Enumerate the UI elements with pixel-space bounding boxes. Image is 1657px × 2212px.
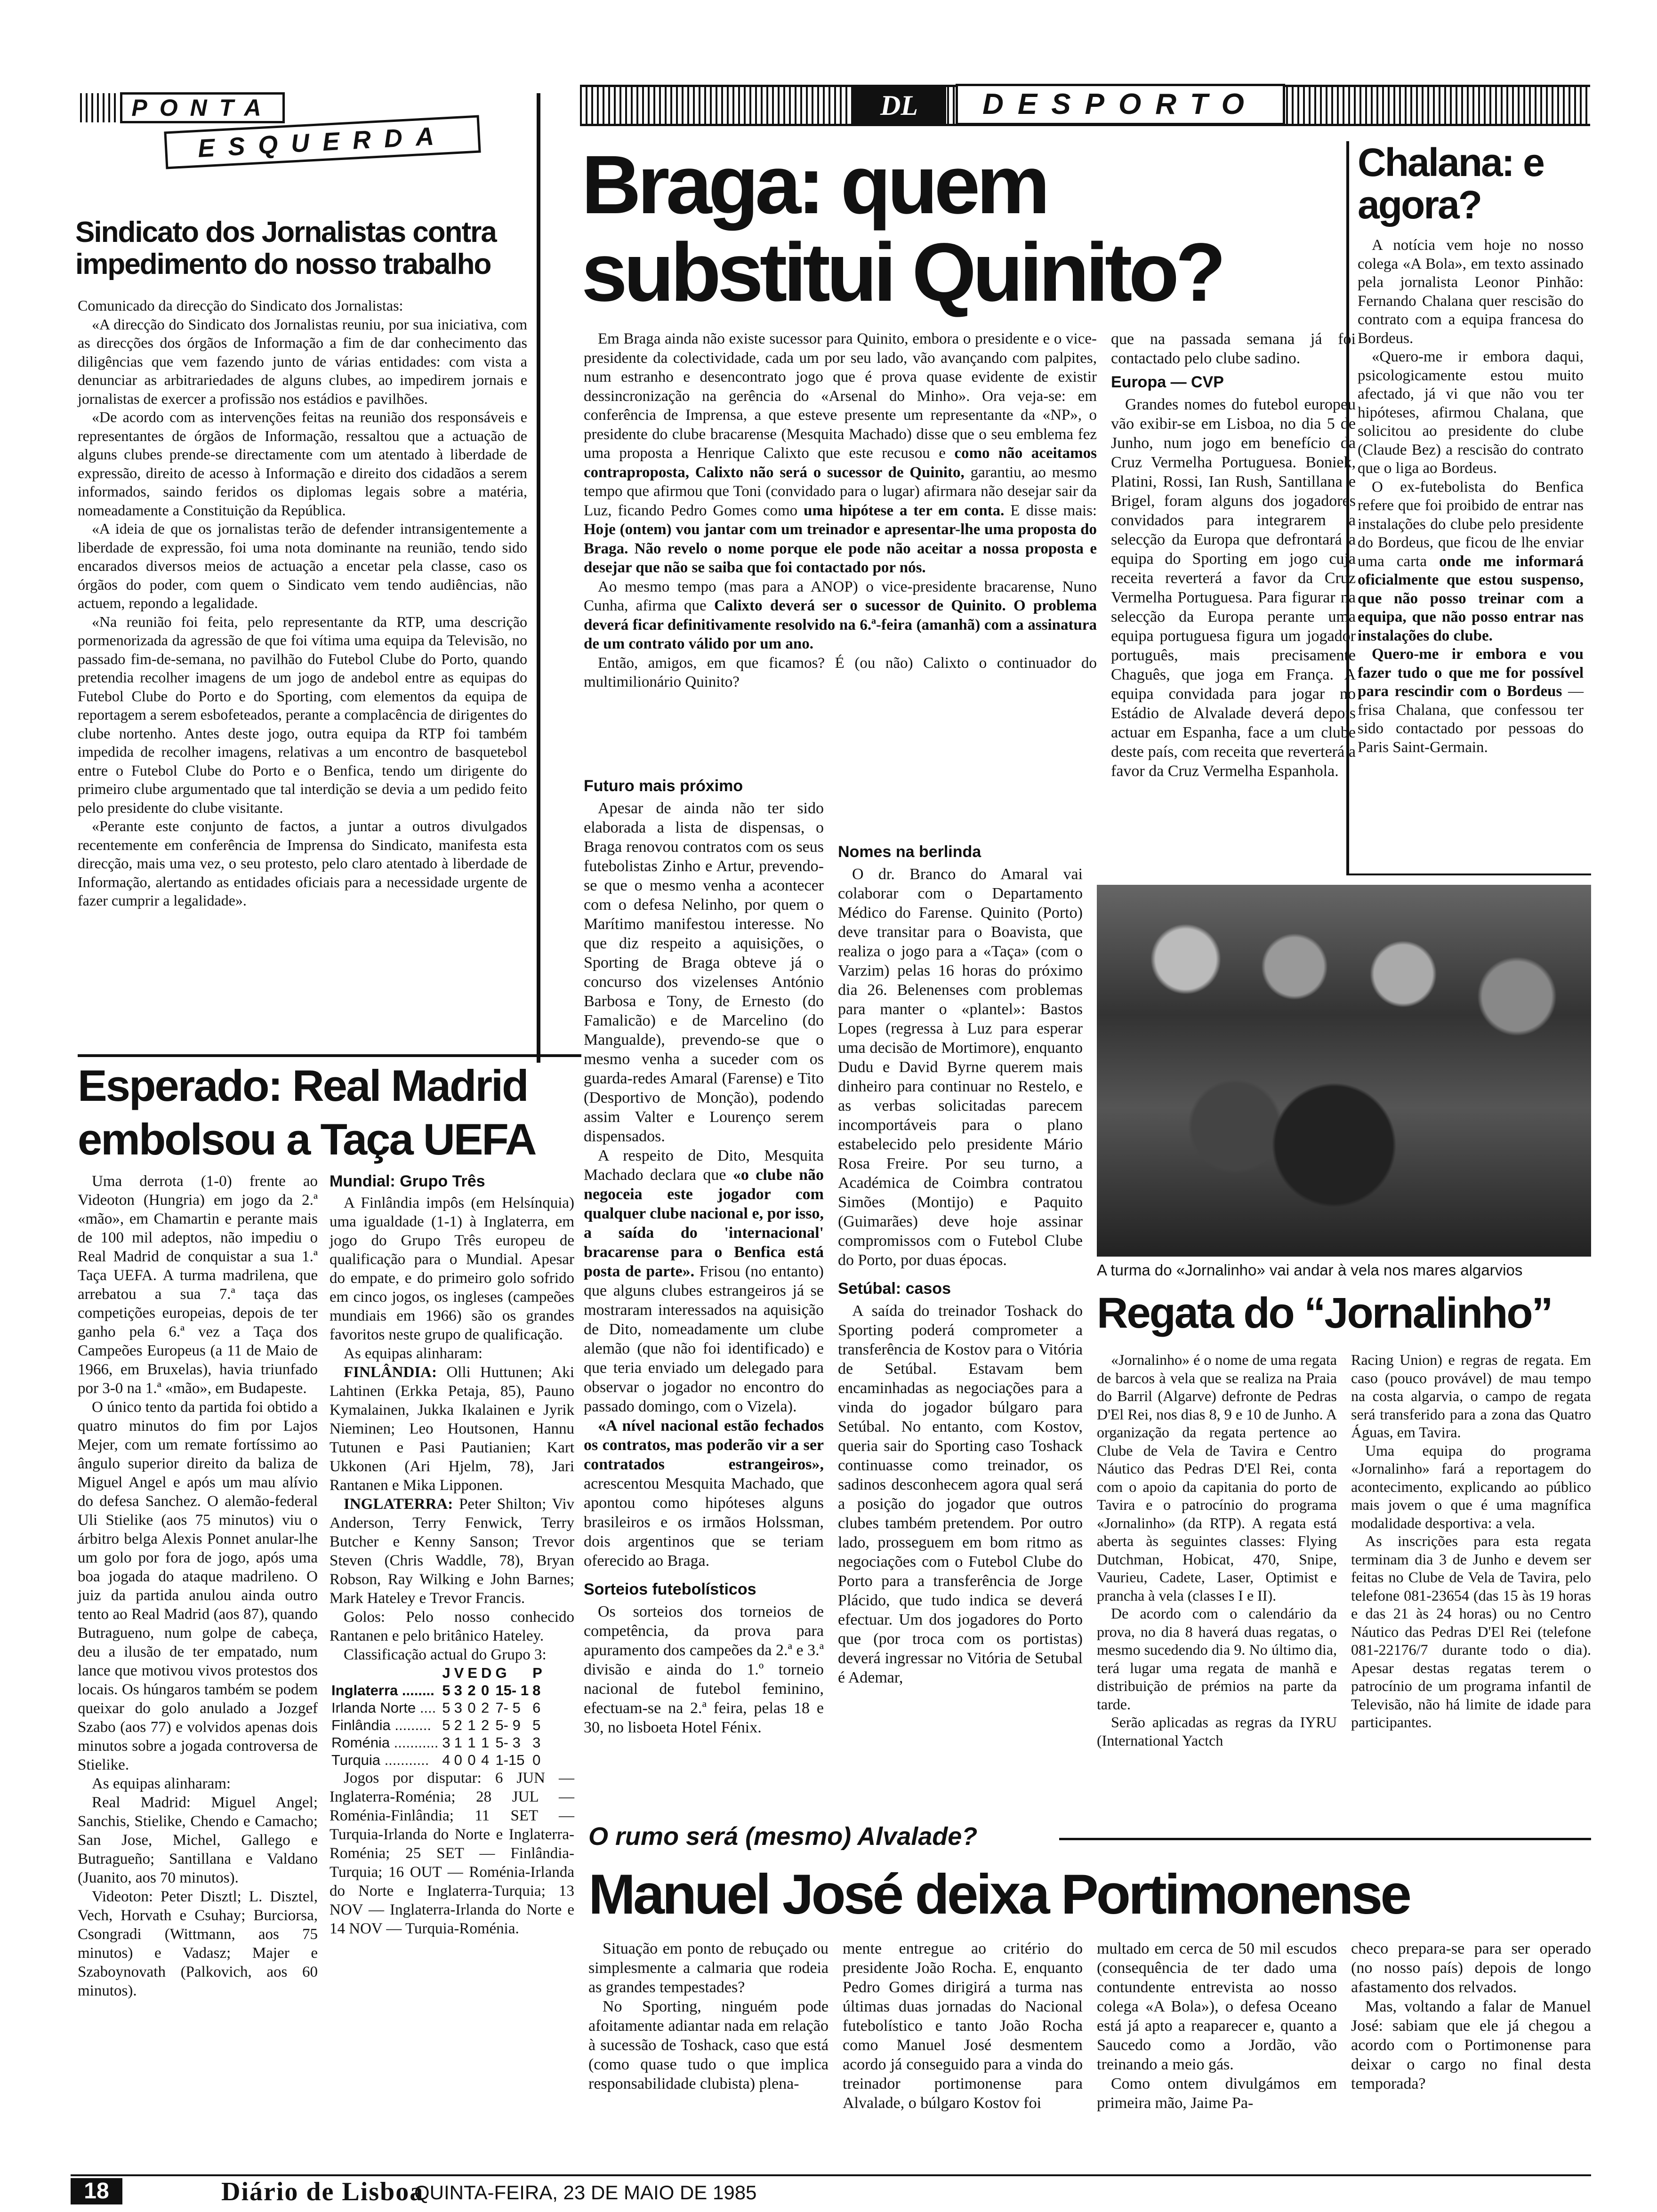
sindicato-p1: Comunicado da direcção do Sindicato dos Jornalistas: [78,297,403,314]
europa-column [1111,329,1356,781]
mj-col1b-text: No Sporting, ninguém pode afoitamente adiantar nada em relação à sucessão de Toshack, caso que está (como quase tudo o que implica responsabilidade clubista) plena- [588,1998,828,2092]
manuel-jose-kicker: O rumo será (mesmo) Alvalade? [588,1822,978,1851]
regata-col2 [1351,1351,1591,1731]
real-madrid-headline: Esperado: Real Madrid embolsou a Taça UEFA [78,1061,536,1164]
regata-col2-text: Racing Union) e regras de regata. Em caso (pouco provável) de mau tempo na costa algarvia, o campo de regata será transferido para a zona das Quatro Águas, em Tavira. [1351,1351,1591,1441]
setubal-text: A saída do treinador Toshack do Sporting poderá comprometer a transferência de Kostov para o Vitória de Setúbal. Estavam bem encaminhadas as negociações para a vinda do jogador búlgaro para Setúbal. No entanto, com Kostov, queria sair do Sporting caso Toshack continuasse como treinador, os sadinos desconhecem agora qual será a posição do jogador que outros clubes também pretendem. Por outro lado, prosseguem em bom ritmo as negociações com o Futebol Clube do Porto para a transferência de Jorge Plácido, que tudo indica se deverá efectuar. Um dos jogadores do Porto que (por troca com os portistas) deverá ingressar no Vitória de Setubal é Ademar, [838,1302,1083,1686]
mundial-subhead: Mundial: Grupo Três [330,1172,485,1190]
table-row: Inglaterra ........ 5 3 2 0 15- 1 8 [331,1682,541,1699]
real-madrid-text-5: Videoton: Peter Disztl; L. Disztel, Vech, Horvath e Csuhay; Burciorsa, Csongradi (Wittmann, aos 75 minutos) e Vadasz; Majer e Szaboynovath (Palkovich, aos 60 minutos). [78,1888,318,1999]
nomes-column [838,838,1083,1687]
manuel-jose-headline: Manuel José deixa Portimonense [588,1863,1409,1926]
issue-date: QUINTA-FEIRA, 23 DE MAIO DE 1985 [414,2181,757,2204]
sindicato-p3: «De acordo com as intervenções feitas na reunião dos responsáveis e representantes de órgãos de Informação, ressaltou que a actuação de alguns clubes prende-se directamente com um atentado à liberdade de expressão, direito de acesso à Informação e direito dos cidadãos a serem informados, saindo feridos os diplomas legais sobre a matéria, nomeadamente a Constituição da República. [78,409,527,519]
real-madrid-top-rule [78,1054,581,1057]
real-madrid-text-2: O único tento da partida foi obtido a quatro minutos do fim por Lajos Mejer, com um remate fortíssimo ao ângulo superior direito da baliza de Miguel Angel e após um mau alívio do defesa Sanchez. O alemão-federal Uli Stielike (aos 75 minutos) viu o árbitro belga Alexis Ponnet anular-lhe um golo por fora de jogo, após uma boa jogada do ataque madrileno. O juiz da partida anulou ainda outro tento ao Real Madrid (aos 87), quando Butragueno, num golpe de cabeça, deu a ilusão de ter empatado, num lance que motivou vivos protestos dos locais. Os húngaros também se podem queixar do golo anulado a Jozgef Szabo (aos 77) e volvidos apenas dois minutos sobre a jogada controversa de Stielike. [78,1399,318,1773]
chalana-text-a: A notícia vem hoje no nosso colega «A Bola», em texto assinado pela jornalista Leonor Pinhão: Fernando Chalana quer rescisão do contrato com a equipa francesa do Bordeus. [1358,237,1584,347]
lead-text-4: Ao mesmo tempo (mas para a ANOP) o vice-presidente bracarense, Nuno Cunha, afirma que [584,578,1097,614]
nomes-subhead: Nomes na berlinda [838,843,981,861]
regata-col2b-text: Uma equipa do programa «Jornalinho» fará a reportagem do acontecimento, explicando ao público mais jovem o que é uma magnífica modalidade desportiva: a vela. [1351,1442,1591,1531]
footer-rule [71,2174,1591,2176]
chalana-text-b: «Quero-me ir embora daqui, psicologicamente estou muito afectado, já vi que não vou ter hipóteses, afirmou Chalana, que solicitou ao presidente do clube (Claude Bez) a rescisão do contrato que o liga ao Bordeus. [1358,348,1584,477]
futuro-column [584,772,824,1737]
sorteios-subhead: Sorteios futebolísticos [584,1580,756,1598]
regata-col1 [1097,1351,1337,1749]
sindicato-body [78,297,527,910]
sindicato-p6: «Perante este conjunto de factos, a juntar a outros divulgados recentemente em conferência de Imprensa do Sindicato, manifesta esta direcção, mais uma vez, o seu protesto, pelo claro atentado à liberdade de Informação, alertando as entidades oficiais para a necessidade urgente de fazer cumprir a legalidade». [78,817,527,909]
real-madrid-text-1: Uma derrota (1-0) frente ao Videoton (Hungria) em jogo da 2.ª «mão», em Chamartin e perante mais de 100 mil adeptos, não impediu o Real Madrid de conquistar a sua 1.ª Taça UEFA. A turma madrilena, que arrebatou a sua 7.ª taça das competições europeias, depois de ter ganho pela 6.ª vez a Taça dos Campeões Europeus (a 11 de Maio de 1966, em Bruxelas), havia triunfado por 3-0 na 1.ª «mão», em Budapeste. [78,1173,318,1397]
chalana-body [1358,236,1584,757]
regata-col1-text: «Jornalinho» é o nome de uma regata de barcos à vela que se realiza na Praia do Barril (Algarve) defronte de Pedras D'El Rei, nos dias 8, 9 e 10 de Junho. A organização da regata pertence ao Clube de Vela de Tavira e Centro Náutico das Pedras D'El Rei, conta com o apoio da capitania do porto de Tavira e o patrocínio do programa «Jornalinho» (da RTP). A regata está aberta às seguintes classes: Flying Dutchman, Hobicat, 470, Snipe, Vaurieu, Cadete, Laser, Optimist e prancha à vela (classes I e II). [1097,1351,1337,1604]
classif-title: Classificação actual do Grupo 3: [344,1646,547,1663]
table-header-row [330,1664,544,1682]
setubal-subhead: Setúbal: casos [838,1280,951,1298]
mundial-golos: Golos: Pelo nosso conhecido Rantanen e pelo britânico Hateley. [330,1609,574,1644]
section-logo: DL [852,85,946,126]
lead-bold-2: uma hipótese a ter em conta. [804,502,1005,519]
dito-text-a: A respeito de Dito, Mesquita Machado declara que [584,1147,824,1184]
classification-table [330,1664,544,1769]
chalana-text-d-bold: Quero-me ir embora e vou fazer tudo o que me for possível para rescindir com o Bordeus [1358,646,1584,700]
manuel-jose-col1 [588,1939,828,2093]
regata-headline: Regata do “Jornalinho” [1097,1289,1552,1337]
table-header-cell: V [454,1665,464,1681]
sindicato-headline: Sindicato dos Jornalistas contra impedimento do nosso trabalho [75,216,496,281]
nacional-quote: «A nível nacional estão fechados os contratos, mas poderão vir a ser contratados estrangeiros», [584,1417,824,1473]
table-row: Finlândia ......... 5 2 1 2 5- 9 5 [331,1717,541,1733]
table-header-cell: D [481,1665,492,1681]
setubal-continued: que na passada semana já foi contactado pelo clube sadino. [1111,330,1356,367]
europa-subhead: Europa — CVP [1111,373,1224,391]
sorteios-text: Os sorteios dos torneios de competência, da prova para apuramento dos campeões da 2.ª e 3.ª divisão e ainda do 1.º torneio nacional de futebol feminino, efectuam-se na 2.ª feira, pelas 18 e 30, no lisboeta Hotel Fénix. [584,1603,824,1736]
mundial-jogos: Jogos por disputar: 6 JUN — Inglaterra-Roménia; 28 JUL — Roménia-Finlândia; 11 SET — Turquia-Irlanda do Norte e Inglaterra-Roménia; 25 SET — Finlândia-Turquia; 16 OUT — Roménia-Irlanda do Norte e Inglaterra-Turquia; 13 NOV — Inglaterra-Irlanda do Norte e 14 NOV — Turquia-Roménia. [330,1770,574,1937]
mundial-text: A Finlândia impôs (em Helsínquia) uma igualdade (1-1) à Inglaterra, em jogo do Grupo Três europeu de qualificação para o Mundial. Apesar do empate, e do primeiro golo sofrido em cinco jogos, os ingleses (campeões mundiais em 1966) são os grandes favoritos neste grupo de qualificação. [330,1194,574,1343]
dito-text-b: Frisou (no entanto) que alguns clubes estrangeiros já se mostraram interessados na aquisição de Dito, nomeadamente um clube alemão (que não foi identificado) e que teria enviado um delegado para observar o jogador no encontro do passado domingo, com o Vizela). [584,1263,824,1415]
inglaterra-lineup: Peter Shilton; Viv Anderson, Terry Fenwick, Terry Butcher e Kenny Sanson; Trevor Steven (Chris Waddle, 78), Bryan Robson, Ray Wilking e John Barnes; Mark Hateley e Trevor Francis. [330,1496,574,1607]
lead-text-3: E disse mais: [1010,502,1097,519]
sindicato-p2: «A direcção do Sindicato dos Jornalistas reuniu, por sua iniciativa, com as direcções dos órgãos de Informação a fim de dar conhecimento das diligências que vem fazendo junto de várias entidades: com vista a denunciar as arbitrariedades de alguns clubes, ao impedirem jornais e jornalistas de exercer a profissão nos estádios e pavilhões. [78,315,527,407]
manuel-jose-col3 [1097,1939,1337,2113]
jornalinho-photo [1097,885,1591,1257]
chalana-text-d: — frisa Chalana, que confessou ter sido contactado por pessoas do Paris Saint-Germain. [1358,683,1584,756]
futuro-subhead: Futuro mais próximo [584,777,743,795]
mj-col4-text: checo prepara-se para ser operado (no nosso país) depois de longo afastamento dos relvados. [1351,1940,1591,1996]
table-header-cell: J [442,1665,450,1681]
manuel-jose-col4 [1351,1939,1591,2093]
column-label-ponta: PONTA [120,92,285,123]
regata-col1c-text: Serão aplicadas as regras da IYRU (International Yactch [1097,1714,1337,1749]
lead-text-2: garantiu, ao mesmo tempo que afirmou que Toni (convidado para o lugar) afirmara não desejar sair da Luz, ficando Pedro Gomes como [584,464,1097,519]
table-row: Roménia ........... 3 1 1 1 5- 3 3 [331,1734,541,1751]
chalana-text-c: O ex-futebolista do Benfica refere que foi proibido de entrar nas instalações do clube pelo presidente do Bordeus, que ficou de lhe enviar uma carta [1358,478,1584,570]
masthead-hatch-left [80,93,118,122]
nomes-text: O dr. Branco do Amaral vai colaborar com o Departamento Médico do Farense. Quinito (Porto) deve transitar para o Boavista, que realiza o jogo para a «Taça» (com o Varzim) pelas 16 horas do próximo dia 26. Belenenses com problemas para manter o «plantel»: Bastos Lopes (regressa à Luz para esperar uma decisão de Mortimore), enquanto Dudu e David Byrne querem mais dinheiro para continuar no Restelo, e as verbas solicitadas parecem incomportáveis para o plano estabelecido pelo presidente Mário Rosa Freire. Por seu turno, a Académica de Coimbra contratou Simões (Montijo) e Paquito (Guimarães) deve hoje assinar compromissos com o Futebol Clube do Porto, por duas épocas. [838,866,1083,1269]
lead-bold-4: Calixto deverá ser o sucessor de Quinito. O problema deverá ficar definitivamente resolvido na 6.ª-feira (amanhã) com a assinatura de um contrato válido por um ano. [584,597,1097,652]
mundial-column [330,1172,574,1938]
main-headline: Braga: quem substitui Quinito? [581,139,1223,319]
lead-text-1: Em Braga ainda não existe sucessor para Quinito, embora o presidente e o vice-presidente da colectividade, cada um por seu lado, vão avançando com palpites, num estranho e desencontrato jogo que é prova quase evidente de existir dessincronização na gerência do «Arsenal do Minho». Ora veja-se: em conferência de Imprensa, a que esteve presente um representante da «NP», o presidente do clube bracarense (Mesquita Machado) disse que o seu emblema fez uma proposta a Henrique Calixto que este recusou e [584,330,1097,462]
column-label-esquerda: ESQUERDA [165,123,480,161]
photo-caption: A turma do «Jornalinho» vai andar à vela nos mares algarvios [1097,1261,1523,1279]
mj-col3b-text: Como ontem divulgámos em primeira mão, Jaime Pa- [1097,2075,1337,2112]
mj-col1-text: Situação em ponto de rebuçado ou simplesmente a calmaria que rodeia as grandes tempestades? [588,1940,828,1996]
table-header-cell [330,1664,440,1682]
lead-text-5: Então, amigos, em que ficamos? É (ou não) Calixto o continuador do multimilionário Quinito? [584,654,1097,690]
lead-bold-3: Hoje (ontem) vou jantar com um treinador e apresentar-lhe uma proposta do Braga. Não revelo o nome porque ele pode não aceitar a nossa proposta e desejar que não se saiba que foi contactado por nós. [584,521,1097,576]
chalana-box [1346,141,1591,875]
main-lead [584,329,1097,692]
futuro-text: Apesar de ainda não ter sido elaborada a lista de dispensas, o Braga renovou contratos com os seus futebolistas Zinho e Artur, prevendo-se que o mesmo venha a acontecer com o defesa Nelinho, por quem o Marítimo manifestou interesse. No que diz respeito a aquisições, o Sporting de Braga obteve já o concurso dos vizelenses António Barbosa e Tony, de Ernesto (do Famalicão) e de Marcelino (do Mangualde), prevendo-se que o mesmo venha a suceder com os guarda-redes Amaral (Farense) e Tito (Desportivo de Monção), podendo assim Valter e Lourenço serem dispensados. [584,800,824,1145]
kicker-rule [1059,1838,1591,1840]
real-madrid-body [78,1172,318,2000]
paper-name: Diário de Lisboa [221,2177,424,2206]
table-row: Turquia ........... 4 0 0 4 1-15 0 [331,1752,541,1768]
lead-bold-1: como não aceitamos contraproposta, Calixto não será o sucessor de Quinito, [584,445,1097,481]
regata-col2c-text: As inscrições para esta regata terminam dia 3 de Junho e devem ser feitas no Clube de Vela de Tavira, pelo telefone 081-23654 (das 15 às 19 horas e das 21 às 24 horas) ou no Centro Náutico das Pedras D'El Rei (telefone 081-22176/7 durante todo o dia). Apesar destas regatas terem o patrocínio de um programa infantil de Televisão, não há limite de idade para participantes. [1351,1532,1591,1731]
sindicato-p5: «Na reunião foi feita, pelo representante da RTP, uma descrição pormenorizada da agressão de que foi vítima uma equipa da Televisão, no passado fim-de-semana, no pavilhão do Futebol Clube do Porto, quando pretendia recolher imagens de um jogo de andebol entre as equipas do Futebol Clube do Porto e do Sporting, com elementos da equipa de reportagem a serem esbofeteados, perante a complacência de dirigentes do clube nortenho. Antes deste jogo, outra equipa da RTP foi também impedida de recolher imagens, relativas a um encontro de basquetebol entre o Futebol Clube do Porto e o Benfica, tendo um dirigente do primeiro clube argumentado que tal interdição se devia a um pedido feito pelo presidente do clube visitante. [78,613,527,816]
real-madrid-text-4: Real Madrid: Miguel Angel; Sanchis, Stielike, Chendo e Camacho; San Jose, Michel, Gallego e Butragueño; Santillana e Valdano (Juanito, aos 70 minutos). [78,1794,318,1886]
finlandia-label: FINLÂNDIA: [344,1364,437,1381]
europa-text: Grandes nomes do futebol europeu vão exibir-se em Lisboa, no dia 5 de Junho, num jogo em benefício da Cruz Vermelha Portuguesa. Boniek, Platini, Rossi, Ian Rush, Santillana e Brigel, foram alguns dos jogadores convidados para integrarem a selecção da Europa que defrontará a equipa do Sporting em jogo cuja receita reverterá a favor da Cruz Vermelha Portuguesa. Para figurar na selecção da Europa perante uma equipa portuguesa figura um jogador português, mais precisamente Chaguês, que joga em França. A equipa convidada para jogar no Estádio de Alvalade deverá depois actuar em Espanha, face a um clube deste país, com receita que reverterá a favor da Cruz Vermelha Espanhola. [1111,396,1356,780]
table-header-cell: G [495,1665,507,1681]
table-header-cell: P [532,1665,542,1681]
left-column-vertical-rule [537,93,540,1063]
mj-col3-text: multado em cerca de 50 mil escudos (consequência de ter dado uma contundente entrevista ao nosso colega «A Bola»), o defesa Oceano está já apto a reaparecer e, quanto a Saucedo como a Jordão, vão treinando a meio gás. [1097,1940,1337,2073]
mundial-text-2: As equipas alinharam: [344,1345,483,1362]
chalana-headline: Chalana: e agora? [1358,140,1544,227]
finlandia-lineup: Olli Huttunen; Aki Lahtinen (Erkka Petaja, 85), Pauno Kymalainen, Jukka Ikalainen e Jyrik Nieminen; Leo Houtsonen, Hannu Tutunen e Pasi Pautianien; Kart Ukkonen (Ari Hjelm, 78), Jari Rantanen e Mika Lipponen. [330,1364,575,1494]
chalana-text-c-bold: onde me informará oficialmente que estou suspenso, que não posso treinar com a equipa, que não posso entrar nas instalações do clube. [1358,553,1584,644]
page-number: 18 [71,2178,122,2204]
real-madrid-text-3: As equipas alinharam: [92,1775,231,1792]
table-header-cell: E [467,1665,478,1681]
sindicato-p4: «A ideia de que os jornalistas terão de defender intransigentemente a liberdade de expressão, foi uma nota dominante na reunião, tendo sido encarados diversos meios de actuação a encetar pela classe, caso os órgãos do poder, com quem o Sindicato vem tendo audiências, não actuem, repondo a legalidade. [78,520,527,611]
dito-quote: «o clube não negoceia este jogador com qualquer clube nacional e, por isso, a saída do 'internacional' bracarense para o Benfica está posta de parte». [584,1166,824,1280]
table-row: Irlanda Norte .... 5 3 0 2 7- 5 6 [331,1699,541,1716]
section-label-desporto: DESPORTO [956,84,1285,125]
regata-col1b-text: De acordo com o calendário da prova, no dia 8 haverá duas regatas, o mesmo sucedendo dia 9. No último dia, terá lugar uma regata de manhã e distribuição de prémios na parte da tarde. [1097,1605,1337,1713]
mj-col2-text: mente entregue ao critério do presidente João Rocha. E, enquanto Pedro Gomes dirigirá a turma nas últimas duas jornadas do Nacional futebolístico e tanto João Rocha como Manuel José desmentem acordo já conseguido para a vinda do treinador portimonense para Alvalade, o búlgaro Kostov foi [843,1940,1083,2112]
mj-col4b-text: Mas, voltando a falar de Manuel José: sabiam que ele já chegou a acordo com o Portimonense para deixar o cargo no final desta temporada? [1351,1998,1591,2092]
manuel-jose-col2 [843,1939,1083,2113]
inglaterra-label: INGLATERRA: [344,1496,453,1513]
nacional-text: acrescentou Mesquita Machado, que apontou como hipóteses alguns brasileiros e os irmãos Holssman, dois argentinos que se teriam oferecido ao Braga. [584,1475,824,1570]
